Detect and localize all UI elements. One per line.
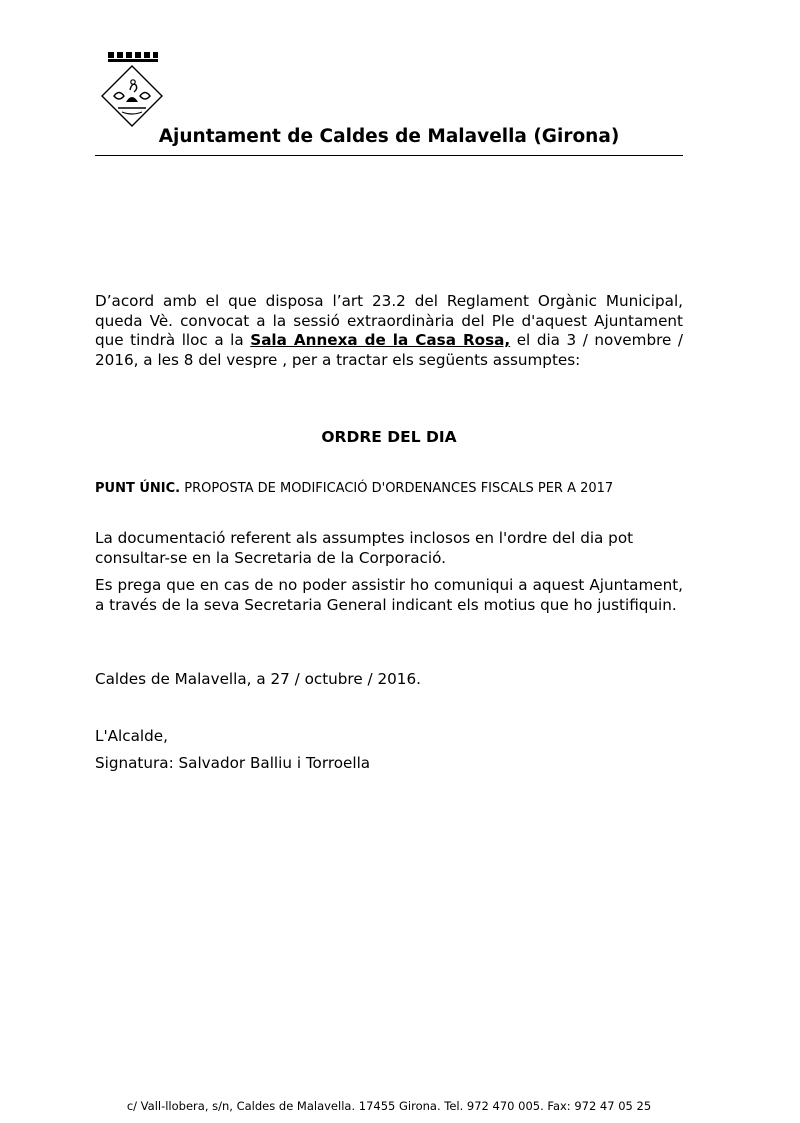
organization-title: Ajuntament de Caldes de Malavella (Girona) [158, 126, 620, 147]
agenda-point-label: PUNT ÚNIC. [95, 481, 181, 496]
absence-request-paragraph: Es prega que en cas de no poder assistir ho comuniqui a aquest Ajuntament, a través de la seva Secretaria General indicant els motius que ho justifiquin. [95, 576, 683, 614]
agenda-heading: ORDRE DEL DIA [321, 428, 457, 446]
documentation-paragraph: La documentació referent als assumptes inclosos en l'ordre del dia pot consultar-se en la Secretaria de la Corporació. [95, 529, 634, 567]
mayor-closing: L'Alcalde, [95, 727, 168, 745]
signature-line: Signatura: Salvador Balliu i Torroella [95, 754, 371, 772]
header-divider [95, 155, 683, 156]
municipal-crest-icon [100, 50, 164, 128]
meeting-venue: Sala Annexa de la Casa Rosa, [250, 331, 511, 349]
agenda-point-text: PROPOSTA DE MODIFICACIÓ D'ORDENANCES FISCALS PER A 2017 [180, 481, 614, 496]
convocation-paragraph [95, 292, 683, 370]
convocation-text-start: D’acord amb el que disposa l’art 23.2 del Reglament Orgànic Municipal, queda Vè. convocat a la sessió extraordinària del Ple d'aquest Ajuntament que tindrà lloc a la [95, 292, 683, 349]
agenda-point [95, 480, 695, 498]
place-and-date: Caldes de Malavella, a 27 / octubre / 2016. [95, 670, 421, 688]
footer-address: c/ Vall-llobera, s/n, Caldes de Malavella. 17455 Girona. Tel. 972 470 005. Fax: 972 47 05 25 [126, 1099, 652, 1113]
convocation-text-end: el dia 3 / novembre / 2016, a les 8 del vespre , per a tractar els següents assumptes: [95, 331, 683, 369]
